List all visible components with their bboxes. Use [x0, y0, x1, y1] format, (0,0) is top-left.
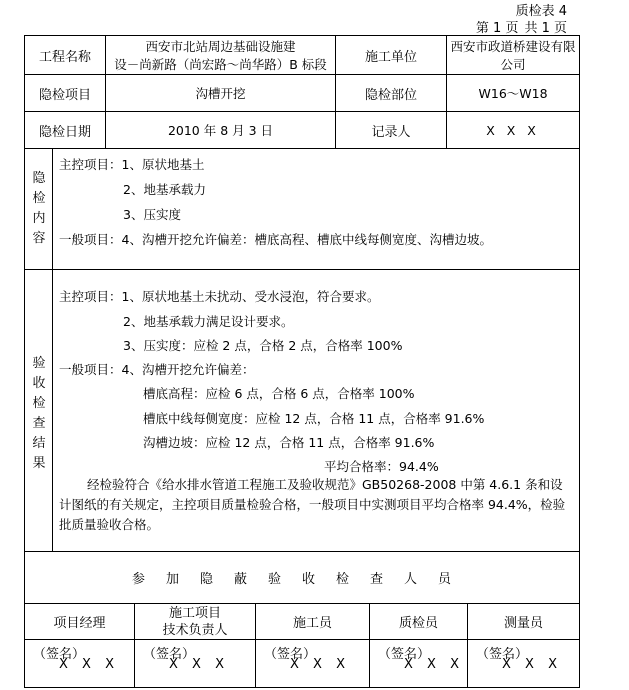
result-label-char: 验 — [32, 356, 46, 371]
role-surveyor: 测量员 — [468, 604, 580, 640]
inspection-content-label — [31, 169, 47, 249]
signature-value: X X X — [169, 657, 229, 672]
signature-label: （签名） — [476, 647, 529, 662]
content-line: 3、压实度 — [123, 207, 181, 222]
role-construction-worker: 施工员 — [256, 604, 370, 640]
construction-unit-label: 施工单位 — [336, 36, 447, 75]
result-line: 主控项目：1、原状地基土未扰动、受水浸泡，符合要求。 — [59, 289, 380, 304]
average-pass-rate: 平均合格率：94.4% — [324, 459, 439, 474]
result-divider — [52, 270, 53, 551]
inspection-result-label — [31, 354, 47, 474]
participants-title-text: 参加隐蔽验收检查人员 — [132, 572, 473, 587]
role-quality-inspector: 质检员 — [370, 604, 468, 640]
inspection-location-value: W16～W18 — [447, 75, 580, 112]
signature-label: （签名） — [378, 647, 431, 662]
signature-cell — [25, 640, 135, 688]
signature-label: （签名） — [33, 647, 86, 662]
role-technical-lead: 施工项目 技术负责人 — [135, 604, 256, 640]
result-line: 槽底高程：应检 6 点，合格 6 点，合格率 100% — [143, 386, 415, 401]
result-label-char: 查 — [32, 416, 46, 431]
result-line: 一般项目：4、沟槽开挖允许偏差： — [59, 362, 255, 377]
role-project-manager: 项目经理 — [25, 604, 135, 640]
signature-value: X X X — [59, 657, 119, 672]
construction-unit-value: 西安市政道桥建设有限公司 — [447, 36, 580, 75]
inspection-result-section — [25, 270, 580, 552]
page-number: 第 1 页 — [475, 21, 519, 36]
signature-value: X X X — [502, 657, 562, 672]
inspection-content-section — [25, 149, 580, 270]
content-line: 主控项目：1、原状地基土 — [59, 157, 205, 172]
signature-cell — [135, 640, 256, 688]
signature-label: （签名） — [264, 647, 317, 662]
signature-label: （签名） — [143, 647, 196, 662]
signature-cell — [256, 640, 370, 688]
content-label-char: 内 — [32, 211, 46, 226]
result-line: 沟槽边坡：应检 12 点，合格 11 点，合格率 91.6% — [143, 435, 435, 450]
conclusion-text: 经检验符合《给水排水管道工程施工及验收规范》GB50268-2008 中第 4.6.1 条和设计图纸的有关规定，主控项目质量检验合格，一般项目中实测项目平均合格率 94.4%，检验批质量验收合格。 — [59, 477, 566, 532]
inspection-location-label: 隐检部位 — [336, 75, 447, 112]
result-label-char: 果 — [32, 456, 46, 471]
content-label-char: 检 — [32, 191, 46, 206]
content-divider — [52, 149, 53, 269]
result-label-char: 收 — [32, 376, 46, 391]
project-name-value — [106, 36, 336, 75]
inspection-item-label: 隐检项目 — [25, 75, 106, 112]
participants-title — [25, 552, 580, 604]
project-name-line1: 西安市北站周边基础设施建 — [145, 39, 296, 54]
recorder-label: 记录人 — [336, 112, 447, 149]
content-label-char: 隐 — [32, 171, 46, 186]
content-label-char: 容 — [32, 231, 46, 246]
signature-value: X X X — [404, 657, 464, 672]
page-indicator — [470, 17, 567, 36]
signature-cell — [468, 640, 580, 688]
result-label-char: 检 — [32, 396, 46, 411]
inspection-item-value: 沟槽开挖 — [106, 75, 336, 112]
project-name-line2: 设－尚新路（尚宏路～尚华路）B 标段 — [114, 57, 327, 72]
signature-value: X X X — [290, 657, 350, 672]
result-line: 3、压实度：应检 2 点，合格 2 点，合格率 100% — [123, 338, 403, 353]
content-line: 2、地基承载力 — [123, 182, 206, 197]
inspection-form — [24, 35, 580, 688]
signature-cell — [370, 640, 468, 688]
result-label-char: 结 — [32, 436, 46, 451]
form-number: 质检表 4 — [515, 4, 567, 19]
result-line: 槽底中线每侧宽度：应检 12 点，合格 11 点，合格率 91.6% — [143, 411, 485, 426]
recorder-value: X X X — [447, 112, 580, 149]
project-name-label: 工程名称 — [25, 36, 106, 75]
content-line: 一般项目：4、沟槽开挖允许偏差：槽底高程、槽底中线每侧宽度、沟槽边坡。 — [59, 232, 492, 247]
inspection-date-label: 隐检日期 — [25, 112, 106, 149]
page-total: 共 1 页 — [524, 21, 567, 36]
result-line: 2、地基承载力满足设计要求。 — [123, 314, 294, 329]
inspection-date-value: 2010 年 8 月 3 日 — [106, 112, 336, 149]
